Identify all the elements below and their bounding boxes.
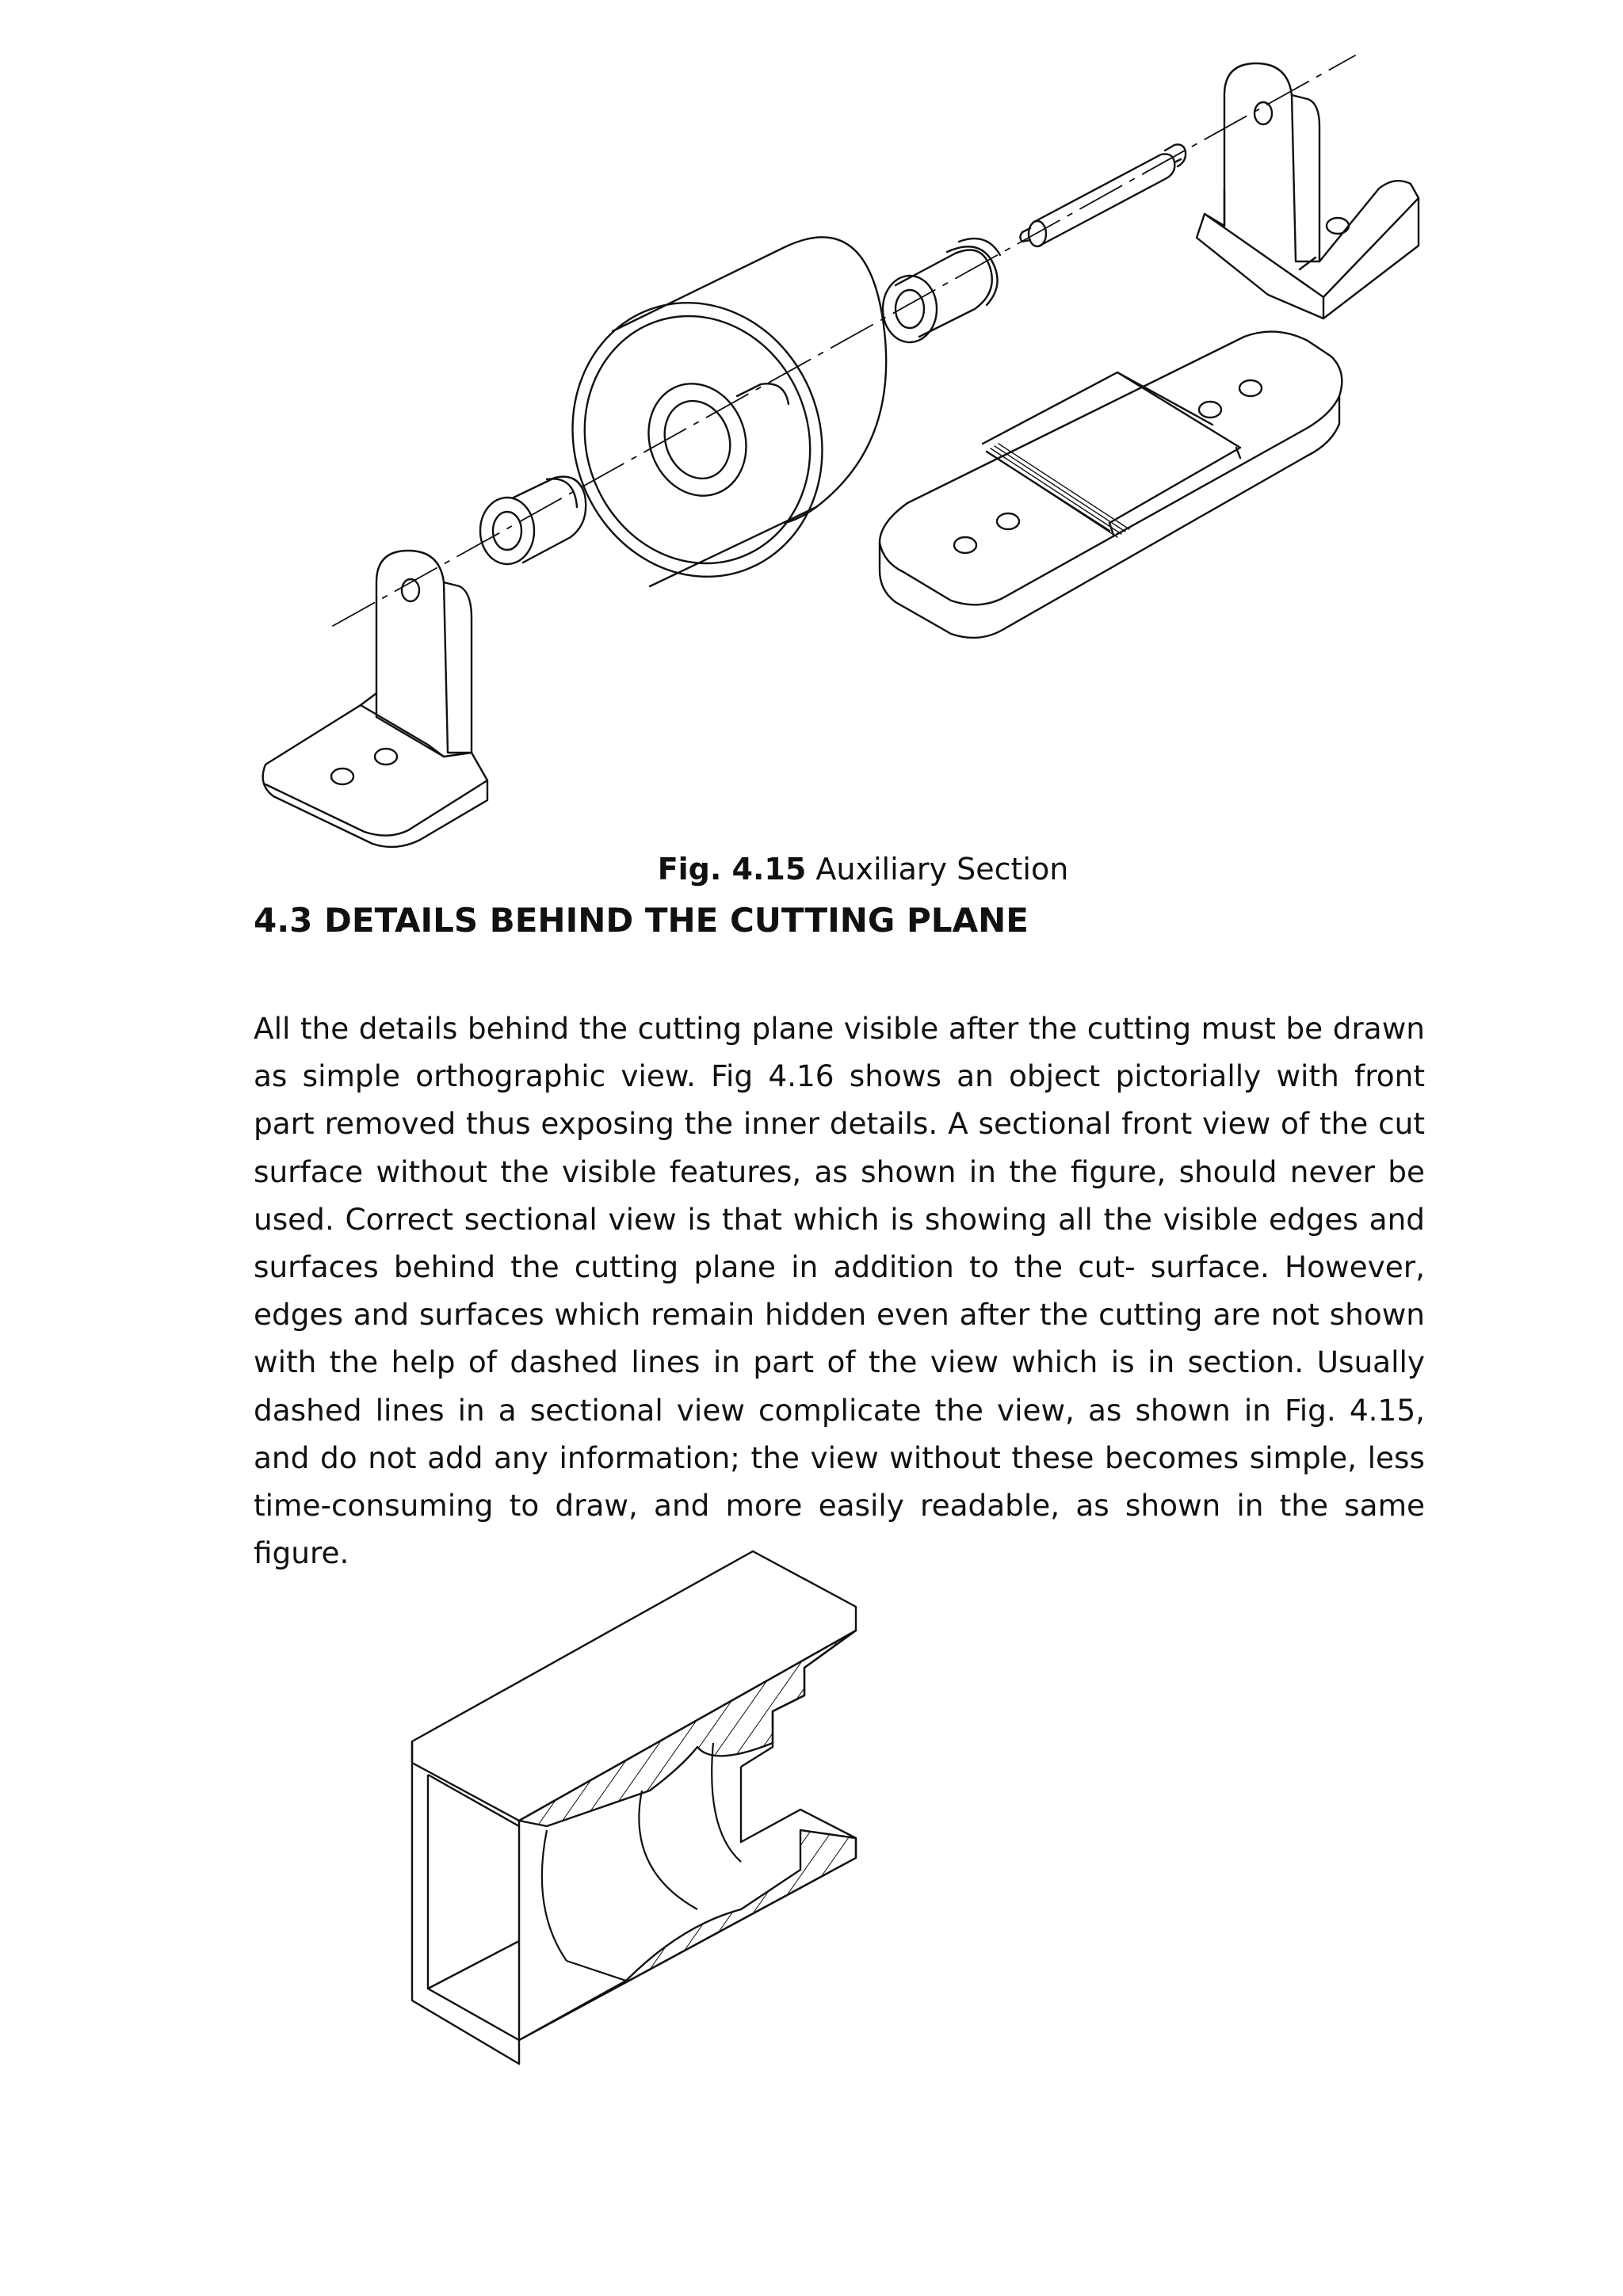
right-bush xyxy=(883,238,1000,342)
object-outline xyxy=(412,1551,856,2064)
section-heading: 4.3 DETAILS BEHIND THE CUTTING PLANE xyxy=(254,901,1029,940)
pulley xyxy=(534,237,886,612)
cut-face-hatched xyxy=(519,1630,856,2040)
body-paragraph: All the details behind the cutting plane visible after the cutting must be drawn as simple orthographic view. Fig 4.16 shows an object pictorially with front part removed thus exposing the inner details. A sectional front view of the cut surface without the visible features, as shown in the figure, should never be used. Correct sectional view is that which is showing all the visible edges and surfaces behind the cutting plane in addition to the cut- surface. However, edges and surfaces which remain hidden even after the cutting are not shown with the help of dashed lines in part of the view which is in section. Usually dashed lines in a sectional view complicate the view, as shown in Fig. 4.15, and do not add any information; the view without these becomes simple, less time-consuming to draw, and more easily readable, as shown in the same figure. xyxy=(254,1011,1425,1571)
figure-caption xyxy=(0,851,1623,887)
right-bracket xyxy=(1197,63,1419,318)
left-bracket xyxy=(263,551,487,847)
centre-line xyxy=(333,55,1355,626)
figure-title: Auxiliary Section xyxy=(815,852,1069,887)
left-bush xyxy=(480,477,586,564)
figure-label: Fig. 4.15 xyxy=(657,852,807,887)
figure-4-15-drawing xyxy=(0,0,1623,856)
base-plate xyxy=(880,332,1342,638)
sectioned-object-drawing xyxy=(0,1529,1623,2076)
